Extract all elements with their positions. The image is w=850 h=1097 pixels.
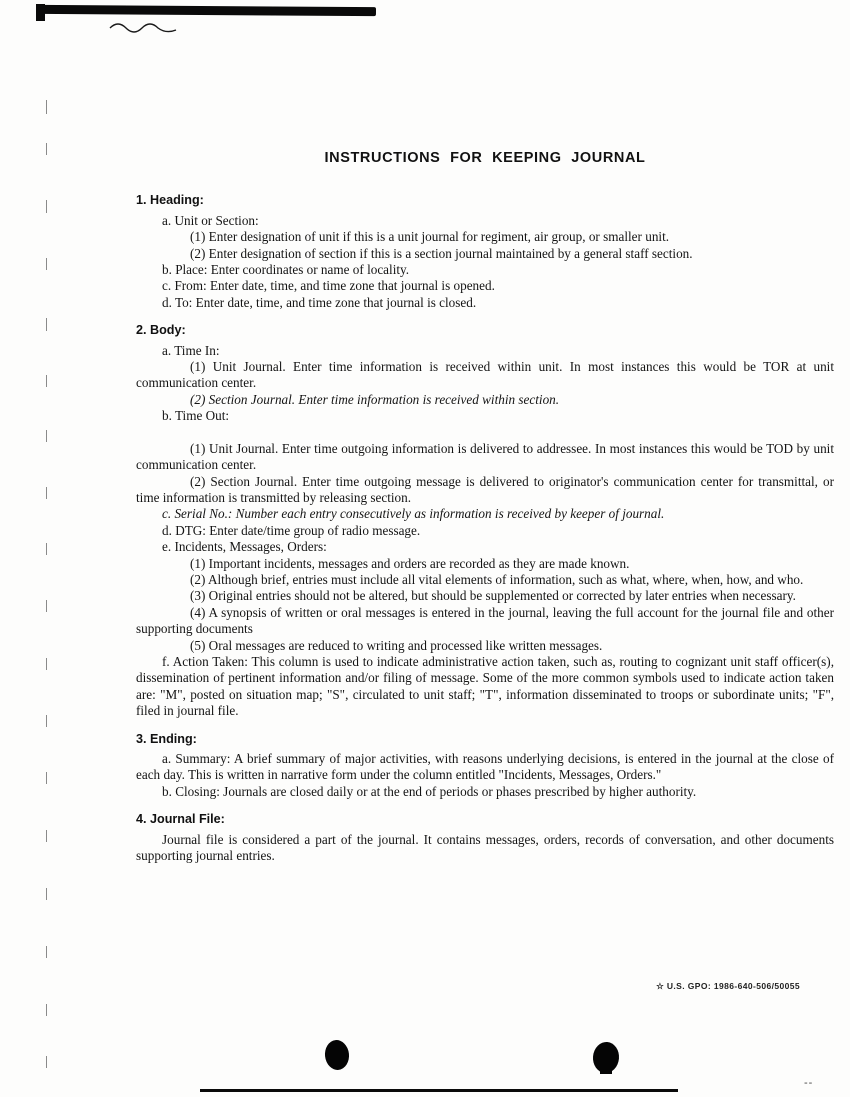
instruction-paragraph: (1) Important incidents, messages and orders are recorded as they are made known. xyxy=(190,555,630,571)
scan-edge-tick xyxy=(46,888,47,900)
instruction-paragraph: b. Closing: Journals are closed daily or at the end of periods or phases prescribed by higher authority. xyxy=(162,783,697,799)
instruction-paragraph: b. Time Out: xyxy=(162,408,230,424)
hole-punch-left xyxy=(323,1039,350,1071)
instruction-paragraph: d. DTG: Enter date/time group of radio message. xyxy=(162,522,421,538)
section-heading xyxy=(136,192,834,311)
instruction-paragraph: b. Place: Enter coordinates or name of locality. xyxy=(162,262,410,278)
instruction-paragraph: f. Action Taken: This column is used to indicate administrative action taken, such as, routing to cognizant unit staff officer(s), dissemination of pertinent information and/or filing of message. Some of the more common symbols used to indicate action taken are: "M", posted on situation map; "S", circulated to unit staff; "T", information disseminated to troops or subordinate units; "F", filed in journal file. xyxy=(136,653,834,719)
section-journal-file xyxy=(136,811,834,864)
instruction-paragraph: (3) Original entries should not be altered, but should be supplemented or corrected by later entries when necessary. xyxy=(190,588,796,604)
instruction-paragraph: Journal file is considered a part of the journal. It contains messages, orders, records of conversation, and other documents supporting journal entries. xyxy=(136,831,834,864)
gpo-imprint: ☆ U.S. GPO: 1986-640-506/50055 xyxy=(656,981,800,991)
section-ending xyxy=(136,731,834,801)
instruction-paragraph: (1) Enter designation of unit if this is a unit journal for regiment, air group, or smaller unit. xyxy=(190,229,670,245)
instruction-paragraph: (2) Section Journal. Enter time outgoing message is delivered to originator's communication center for transmittal, or time information is transmitted by releasing section. xyxy=(136,473,834,505)
instruction-paragraph: (5) Oral messages are reduced to writing and processed like written messages. xyxy=(190,637,603,653)
scan-edge-tick xyxy=(46,487,47,499)
section-body-title: 2. Body: xyxy=(136,323,186,338)
instruction-paragraph: c. From: Enter date, time, and time zone that journal is opened. xyxy=(162,278,495,294)
scan-edge-tick xyxy=(46,1004,47,1016)
instruction-paragraph: (1) Unit Journal. Enter time outgoing information is delivered to addressee. In most instances this would be TOD by unit communication center. xyxy=(136,440,834,473)
instruction-paragraph: (2) Although brief, entries must include all vital elements of information, such as what, where, when, how, and who. xyxy=(190,571,804,587)
scan-edge-tick xyxy=(46,430,47,442)
document-content xyxy=(136,150,834,864)
page-title: INSTRUCTIONS FOR KEEPING JOURNAL xyxy=(324,150,646,166)
scan-edge-tick xyxy=(46,200,47,213)
instruction-paragraph: a. Unit or Section: xyxy=(162,212,259,228)
instruction-paragraph: (2) Section Journal. Enter time information is received within section. xyxy=(190,391,560,407)
scan-edge-tick xyxy=(46,830,47,842)
scan-edge-tick xyxy=(46,946,47,958)
scan-edge-tick xyxy=(46,600,47,612)
instruction-paragraph: c. Serial No.: Number each entry consecutively as information is received by keeper of journal. xyxy=(162,506,665,522)
section-ending-title: 3. Ending: xyxy=(136,731,197,746)
scan-edge-tick xyxy=(46,543,47,555)
instruction-paragraph: (1) Unit Journal. Enter time information is received within unit. In most instances this would be TOR at unit communication center. xyxy=(136,359,834,391)
scan-edge-tick xyxy=(46,772,47,784)
scan-bottom-line xyxy=(200,1089,678,1092)
scan-edge-tick xyxy=(46,143,47,155)
scan-edge-tick xyxy=(46,258,47,270)
scan-squiggle-mark xyxy=(108,20,178,34)
instruction-paragraph: (2) Enter designation of section if this is a section journal maintained by a general staff section. xyxy=(190,245,693,261)
section-journal-file-title: 4. Journal File: xyxy=(136,812,225,827)
instruction-paragraph: (4) A synopsis of written or oral messages is entered in the journal, leaving the full account for the journal file and other supporting documents xyxy=(136,604,834,637)
instruction-paragraph: d. To: Enter date, time, and time zone that journal is closed. xyxy=(162,294,477,310)
page-mark: -- xyxy=(804,1077,814,1089)
scan-edge-tick xyxy=(46,318,47,331)
instruction-paragraph: a. Summary: A brief summary of major activities, with reasons underlying decisions, is entered in the journal at the close of each day. This is written in narrative form under the column entitled "Incidents, Messages, Orders." xyxy=(136,751,834,783)
instruction-paragraph: e. Incidents, Messages, Orders: xyxy=(162,539,327,555)
scan-edge-tick xyxy=(46,375,47,387)
scan-edge-mark-corner xyxy=(36,4,45,21)
scan-edge-tick xyxy=(46,658,47,670)
scan-edge-tick xyxy=(46,715,47,727)
section-heading-title: 1. Heading: xyxy=(136,193,204,208)
hole-punch-right-notch xyxy=(600,1069,612,1074)
scan-edge-mark xyxy=(38,5,376,16)
scan-edge-tick xyxy=(46,1056,47,1068)
section-body xyxy=(136,322,834,719)
instruction-paragraph: a. Time In: xyxy=(162,342,220,358)
scan-edge-tick xyxy=(46,100,47,114)
